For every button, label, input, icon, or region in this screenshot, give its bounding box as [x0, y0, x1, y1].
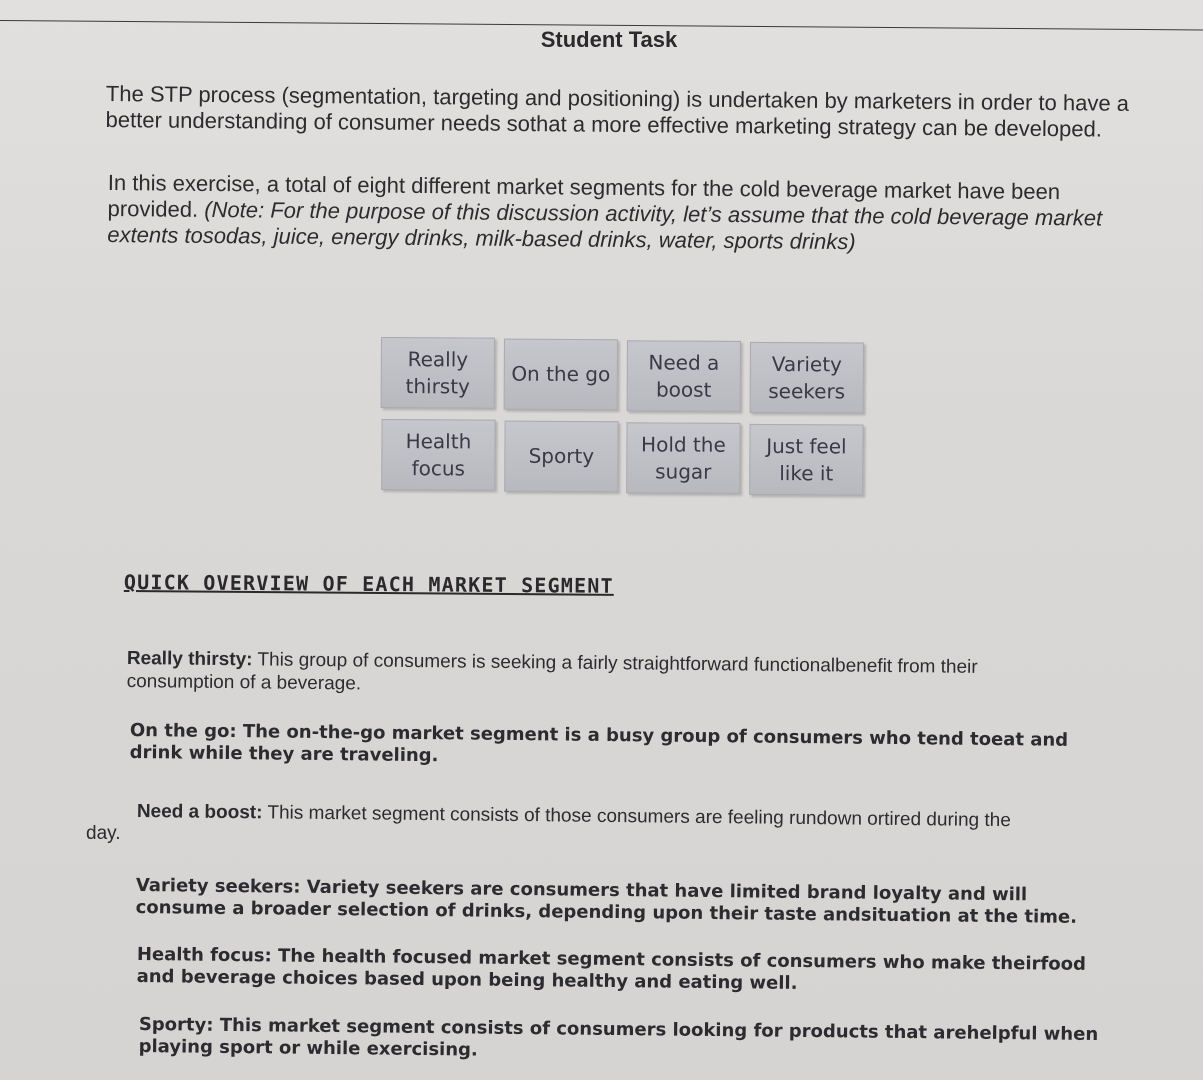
desc-health-focus: Health focus: The health focused market segment consists of consumers who make theirfood and beverage choices based upon being healthy and eating well.	[136, 944, 1086, 994]
desc-on-the-go: On the go: The on-the-go market segment is a busy group of consumers who tend toeat and drink while they are traveling.	[129, 720, 1069, 767]
desc-need-a-boost-tail: day.	[86, 823, 121, 844]
desc-sporty: Sporty: This market segment consists of consumers looking for products that arehelpful when playing sport or while exercising.	[138, 1014, 1099, 1061]
page-title: Student Task	[540, 27, 678, 52]
desc-really-thirsty-label: Really thirsty:	[126, 647, 253, 671]
intro-paragraph-stp: The STP process (segmentation, targeting and positioning) is undertaken by marketers in order to have a better understanding of consumer needs sothat a more effective marketing strategy can be developed.	[105, 81, 1130, 142]
desc-really-thirsty	[127, 647, 1087, 703]
segment-box-need-a-boost: Need a boost	[627, 340, 741, 412]
segment-box-sporty: Sporty	[504, 421, 618, 493]
segment-box-really-thirsty: Really thirsty	[381, 337, 495, 409]
segment-box-on-the-go: On the go	[504, 339, 618, 411]
overview-heading: QUICK OVERVIEW OF EACH MARKET SEGMENT	[123, 570, 614, 598]
desc-need-a-boost-text: This market segment consists of those consumers are feeling rundown ortired during the	[267, 802, 1011, 832]
desc-need-a-boost	[137, 800, 1107, 833]
segment-box-health-focus: Health focus	[381, 419, 495, 491]
segment-grid	[380, 337, 881, 500]
desc-really-thirsty-text: This group of consumers is seeking a fairly straightforward functionalbenefit from their consumption of a beverage.	[126, 649, 978, 695]
segment-box-hold-the-sugar: Hold the sugar	[626, 422, 740, 494]
desc-variety-seekers: Variety seekers: Variety seekers are consumers that have limited brand loyalty and will consume a broader selection of drinks, depending upon their taste andsituation at the time.	[135, 875, 1078, 928]
segment-box-just-feel-like-it: Just feel like it	[749, 424, 863, 496]
intro-paragraph-exercise	[107, 170, 1148, 258]
exercise-note: (Note: For the purpose of this discussion activity, let’s assume that the cold beverage market extents tosodas, juice, energy drinks, milk-based drinks, water, sports drinks)	[107, 196, 1103, 255]
desc-need-a-boost-label: Need a boost:	[136, 800, 263, 824]
segment-box-variety-seekers: Variety seekers	[750, 342, 864, 414]
exercise-text: In this exercise, a total of eight different market segments for the cold beverage market have been provided.	[107, 170, 1061, 222]
